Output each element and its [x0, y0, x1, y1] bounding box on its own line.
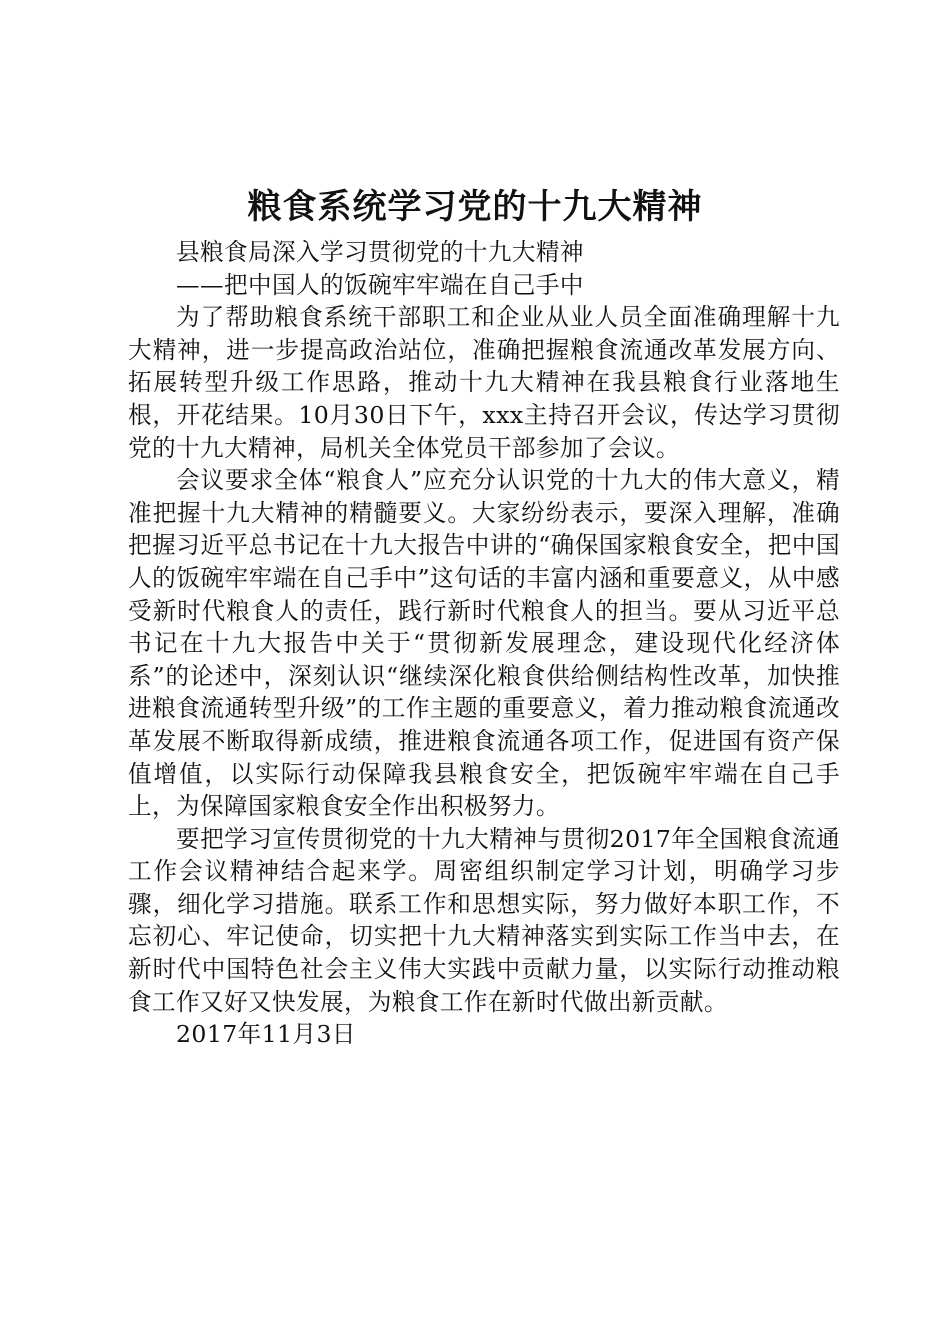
document-date: 2017年11月3日 — [176, 1020, 356, 1049]
document-body — [128, 236, 840, 1051]
document-title: 粮食系统学习党的十九大精神 — [247, 187, 703, 227]
paragraph-1: 为了帮助粮食系统干部职工和企业从业人员全面准确理解十九大精神，进一步提高政治站位，准确把握粮食流通改革发展方向、拓展转型升级工作思路，推动十九大精神在我县粮食行业落地生根，开花结果。10月30日下午，xxx主持召开会议，传达学习贯彻党的十九大精神，局机关全体党员干部参加了会议。 — [128, 303, 840, 462]
paragraph-2: 会议要求全体“粮食人”应充分认识党的十九大的伟大意义，精准把握十九大精神的精髓要义。大家纷纷表示，要深入理解，准确把握习近平总书记在十九大报告中讲的“确保国家粮食安全，把中国人的饭碗牢牢端在自己手中”这句话的丰富内涵和重要意义，从中感受新时代粮食人的责任，践行新时代粮食人的担当。要从习近平总书记在十九大报告中关于“贯彻新发展理念，建设现代化经济体系”的论述中，深刻认识“继续深化粮食供给侧结构性改革，加快推进粮食流通转型升级”的工作主题的重要意义，着力推动粮食流通改革发展不断取得新成绩，推进粮食流通各项工作，促进国有资产保值增值，以实际行动保障我县粮食安全，把饭碗牢牢端在自己手上，为保障国家粮食安全作出积极努力。 — [128, 466, 840, 821]
paragraph-3: 要把学习宣传贯彻党的十九大精神与贯彻2017年全国粮食流通工作会议精神结合起来学。周密组织制定学习计划，明确学习步骤，细化学习措施。联系工作和思想实际，努力做好本职工作，不忘初心、牢记使命，切实把十九大精神落实到实际工作当中去，在新时代中国特色社会主义伟大实践中贡献力量，以实际行动推动粮食工作又好又快发展，为粮食工作在新时代做出新贡献。 — [128, 824, 840, 1016]
subtitle-line-2: ——把中国人的饭碗牢牢端在自己手中 — [176, 270, 584, 299]
subtitle-line-1: 县粮食局深入学习贯彻党的十九大精神 — [176, 238, 584, 266]
